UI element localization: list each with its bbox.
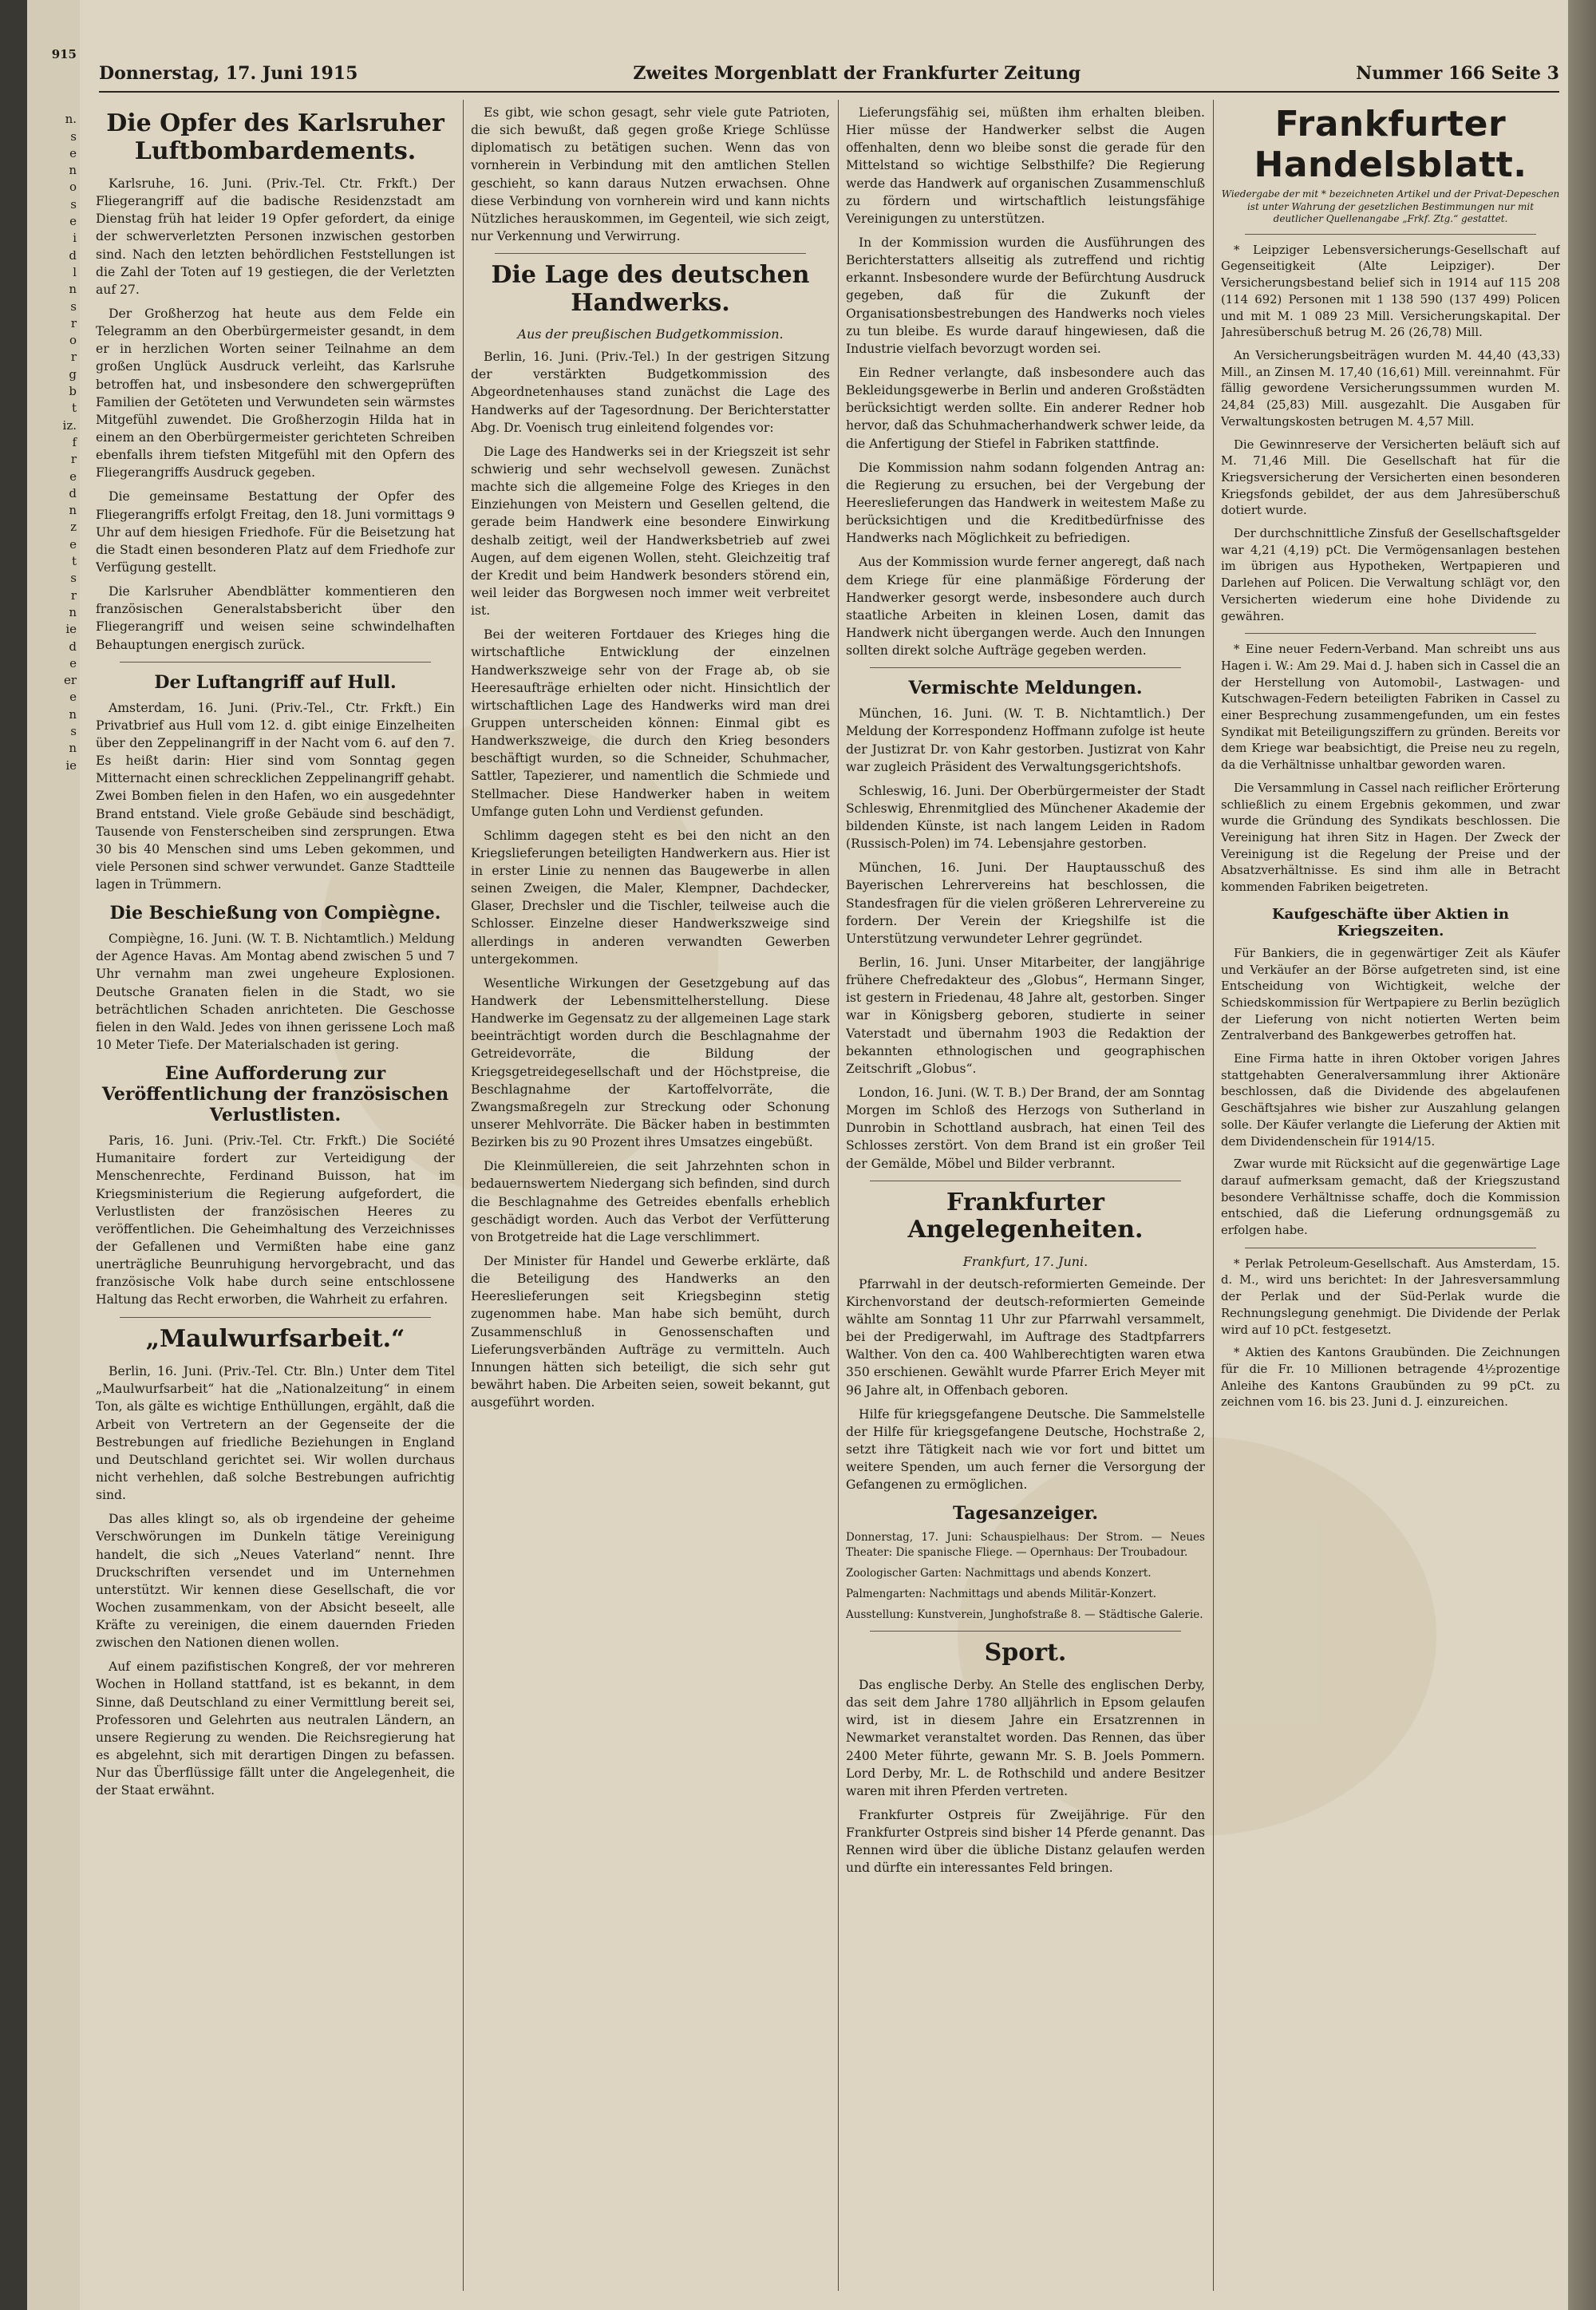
paragraph: Zoologischer Garten: Nachmittags und abends Konzert. [846, 1566, 1152, 1580]
paragraph: Die Karlsruher Abendblätter kommentieren den französischen Generalstabsbericht über den Fliegerangriff und weisen seine schwindelhaften Behauptungen energisch zurück. [96, 584, 455, 652]
headline-hull: Der Luftangriff auf Hull. [154, 671, 397, 693]
paragraph: Das englische Derby. An Stelle des englischen Derby, das seit dem Jahre 1780 alljährlich in Epsom gelaufen wird, ist in diesem Jahre ein Ersatzrennen in Newmarket veranstaltet worden. Das Rennen, das über 2400 Meter führte, gewann Mr. S. B. Joels Pommern. Lord Derby, Mr. L. de Rothschild und andere Besitzer waren mit ihren Pferden vertreten. [846, 1678, 1205, 1798]
article-verlustlisten [96, 1132, 455, 1308]
paragraph: München, 16. Juni. Der Hauptausschuß des Bayerischen Lehrervereins hat beschlossen, die Standesfragen für die vielen größeren Lehrervereine zu fordern. Der Verein der Kriegshilfe ist die Unterstützung verwundeter Lehrer gegründet. [846, 860, 1205, 946]
column-2 [471, 104, 830, 2291]
prev-page-fragment: r [70, 315, 77, 330]
prev-page-fragment: t [71, 401, 77, 416]
column-1 [96, 104, 455, 2291]
article-kaufgeschaefte [1221, 946, 1560, 1240]
masthead-date: Donnerstag, 17. Juni 1915 [99, 63, 358, 84]
article-handwerk [471, 348, 830, 1411]
subheadline-budgetkommission: Aus der preußischen Budgetkommission. [517, 326, 784, 342]
separator [870, 667, 1181, 668]
paragraph: Die Lage des Handwerks sei in der Kriegszeit ist sehr schwierig und sehr wechselvoll gewesen. Zunächst machte sich die allgemeine Folge des Krieges in den Einziehungen von Meistern und Gesellen geltend, die gerade beim Handwerk eine besondere Einwirkung deshalb zeitigt, weil der Handwerksbetrieb auf zwei Augen, auf dem eigenen Wollen, steht. Gleichzeitig traf der Kredit und beim Handwerk besonders störend ein, weil leider das Borgwesen noch immer weit verbreitet ist. [471, 444, 830, 619]
headline-handwerk: Die Lage des deutschen Handwerks. [491, 261, 810, 317]
headline-maulwurfsarbeit: „Maulwurfsarbeit.“ [145, 1324, 405, 1353]
paragraph: Der Minister für Handel und Gewerbe erklärte, daß die Beteiligung des Handwerks an den Heereslieferungen seit Kriegsbeginn stetig zugenommen habe. Man habe sich bemüht, durch Zusammenschluß in Genossenschaften und Lieferungsverbänden Aufträge zu vermitteln. Auch Innungen hätten sich beteiligt, die sich sehr gut bewährt haben. Die Arbeiten seien, soweit bekannt, gut ausgeführt worden. [471, 1254, 830, 1410]
listing-tagesanzeiger [846, 1530, 1205, 1622]
separator [1245, 633, 1536, 634]
paragraph: Die Kommission nahm sodann folgenden Antrag an: die Regierung zu ersuchen, bei der Vergebung der Heereslieferungen das Handwerk in weitestem Maße zu berücksichtigen und die Kreditbedürfnisse des Handwerks nach Möglichkeit zu befriedigen. [846, 460, 1205, 546]
prev-page-fragment: o [69, 180, 77, 195]
separator [495, 253, 806, 254]
paragraph: Ein Redner verlangte, daß insbesondere auch das Bekleidungsgewerbe in Berlin und anderen Großstädten berücksichtigt werden sollte. Ein anderer Redner hob hervor, daß das Schuhmacherhandwerk schwer leide, da die Anfertigung der Stiefel in Fabriken stattfinde. [846, 365, 1205, 451]
article-kommission [846, 234, 1205, 659]
paragraph: Amsterdam, 16. Juni. (Priv.-Tel., Ctr. Frkft.) Ein Privatbrief aus Hull vom 12. d. gibt einige Einzelheiten über den Zeppelinangriff in der Nacht vom 6. auf den 7. Es heißt darin: Hier sind vom Sonntag gegen Mitternacht einen schrecklichen Zeppelinangriff gehabt. Zwei Bomben fielen in den Hafen, wo ein ausgedehnter Brand entstand. Viele große Gebäude sind beschädigt, Tausende von Fensterscheiben sind zersprungen. Etwa 30 bis 40 Menschen sind ums Leben gekommen, und viele Personen sind schwer verwundet. Ganze Stadtteile lagen in Trümmern. [96, 700, 455, 892]
paragraph: Die Gewinnreserve der Versicherten beläuft sich auf M. 71,46 Mill. Die Gesellschaft hat für die Kriegsversicherung der Versicherten einen besonderen Kriegsfonds gebildet, der aus dem Jahresüberschuß dotiert wurde. [1221, 437, 1560, 518]
paragraph: * Leipziger Lebensversicherungs-Gesellschaft auf Gegenseitigkeit (Alte Leipziger). Der Versicherungsbestand belief sich in 1914 auf 115 208 (114 692) Personen mit 1 138 590 (137 499) Policen und mit M. 1 089 23 Mill. Versicherungskapital. Der Jahresüberschuß betrug M. 26 (26,78) Mill. [1221, 243, 1560, 340]
paragraph: Wesentliche Wirkungen der Gesetzgebung auf das Handwerk der Lebensmittelherstellung. Diese Handwerke im Gegensatz zu der allgemeinen Lage stark beeinträchtigt worden durch die Beschlagnahme der Getreidevorräte, die Bildung der Kriegsgetreidegesellschaft und der Höchstpreise, die Beschlagnahme der Kartoffelvorräte, die Zwangsmaßregeln zur Streckung oder Schonung unserer Mehlvorräte. Die Bäcker haben in bestimmten Bezirken bis zu 90 Prozent ihres Umsatzes eingebüßt. [471, 975, 830, 1150]
prev-page-fragment: g [69, 366, 77, 382]
masthead-center: Zweites Morgenblatt der Frankfurter Zeitung [633, 63, 1081, 84]
article-intro [471, 104, 830, 245]
paragraph: Der durchschnittliche Zinsfuß der Gesellschaftsgelder war 4,21 (4,19) pCt. Die Vermögensanlagen bestehen im übrigen aus Hypotheken, Wertpapieren und Darlehen auf Policen. Die Verwaltung schlägt vor, den Versicherten wiederum eine hohe Dividende zu gewähren. [1221, 527, 1560, 623]
paragraph: Der Großherzog hat heute aus dem Felde ein Telegramm an den Oberbürgermeister gesandt, in dem er in herzlichen Worten seiner Teilnahme an dem großen Unglück Ausdruck verleiht, das Karlsruhe betroffen hat, und insbesondere den schwergeprüften Familien der Getöteten und Verwundeten sein wärmstes Mitgefühl zuwendet. Die Großherzogin Hilda hat in einem an den Oberbürgermeister gerichteten Schreiben ebenfalls ihrem tiefsten Mitgefühl mit den Opfern des Fliegerangriffs Ausdruck gegeben. [96, 306, 455, 481]
binding-gutter [0, 0, 27, 2310]
article-hull [96, 699, 455, 894]
paragraph: Compiègne, 16. Juni. (W. T. B. Nichtamtlich.) Meldung der Agence Havas. Am Montag abend zwischen 5 und 7 Uhr vernahm man zwei ungeheure Explosionen. Deutsche Granaten fielen in die Stadt, wo sie beträchtlichen Schaden anrichteten. Die Geschosse fielen in den Wald. Jedes von ihnen gerissene Loch maß 10 Meter Tiefe. Der Materialschaden ist gering. [96, 932, 455, 1053]
paragraph: * Eine neuer Federn-Verband. Man schreibt uns aus Hagen i. W.: Am 29. Mai d. J. haben sich in Cassel die an der Herstellung von Automobil-, Lastwagen- und Kutschwagen-Federn beteiligten Fabriken in Cassel zu einer Besprechung zusammengefunden, um ein festes Syndikat mit Beteiligungsziffern zu gründen. Bereits vor dem Kriege war beabsichtigt, die Preise neu zu regeln, da die Verhältnisse unhaltbar geworden waren. [1221, 643, 1560, 773]
article-compiegne [96, 930, 455, 1054]
newspaper-page [80, 0, 1568, 2310]
prev-page-number: 915 [51, 47, 77, 61]
prev-page-fragment: d [69, 485, 77, 500]
paragraph: Karlsruhe, 16. Juni. (Priv.-Tel. Ctr. Frkft.) Der Fliegerangriff auf die badische Residenzstadt am Dienstag früh hat leider 19 Opfer gefordert, da einige der schwerverletzten Personen inzwischen gestorben sind. Nach den letzten behördlichen Feststellungen ist die Zahl der Toten auf 19 gestiegen, die der Verletzten auf 27. [96, 176, 455, 297]
prev-page-fragment: n [69, 503, 77, 518]
prev-page-fragment: ie [65, 622, 77, 637]
prev-page-fragment: l [73, 264, 77, 279]
headline-compiegne: Die Beschießung von Compiègne. [109, 903, 441, 924]
masthead-page: Nummer 166 Seite 3 [1356, 63, 1559, 84]
headline-verlustlisten: Eine Aufforderung zur Veröffentlichung der französischen Verlustlisten. [101, 1063, 449, 1126]
prev-page-fragment: s [70, 196, 77, 212]
separator [120, 662, 431, 663]
prev-page-fragment: e [69, 214, 77, 229]
paragraph: München, 16. Juni. (W. T. B. Nichtamtlich.) Der Meldung der Korrespondenz Hoffmann zufolge ist heute der Justizrat Dr. von Kahr gestorben. Justizrat von Kahr war zugleich Präsident des Verwaltungsgerichtshofs. [846, 706, 1205, 774]
prev-page-fragment: i [73, 231, 77, 246]
article-leipziger [1221, 243, 1560, 625]
prev-page-fragment: n [69, 604, 77, 619]
paragraph: Auf einem pazifistischen Kongreß, der vor mehreren Wochen in Holland stattfand, ist es bekannt, in dem Sinne, daß Deutschland zu einer Vermittlung bereit sei, Professoren und Gelehrten aus neutralen Ländern, an unsere Regierung zu wenden. Die Reichsregierung hat es abgelehnt, sich mit derartigen Dingen zu befassen. Nur das Überflüssige fällt unter die Angelegenheit, die der Staat erwähnt. [96, 1659, 455, 1798]
prev-page-fragment: n [69, 741, 77, 756]
page-edge [1568, 0, 1596, 2310]
prev-page-fragment: e [69, 690, 77, 705]
column-rule [463, 100, 464, 2291]
headline-kaufgeschaefte: Kaufgeschäfte über Aktien in Kriegszeiten. [1272, 905, 1509, 939]
prev-page-fragment: d [69, 247, 77, 263]
column-3 [846, 104, 1205, 2291]
prev-page-fragment: ie [65, 757, 77, 773]
paragraph: Schleswig, 16. Juni. Der Oberbürgermeister der Stadt Schleswig, Ehrenmitglied des Münchener Akademie der bildenden Künste, ist nach langem Leiden in Radom (Russisch-Polen) im 74. Lebensjahre gestorben. [846, 783, 1205, 852]
section-title-handelsblatt: Frankfurter Handelsblatt. [1254, 104, 1527, 185]
paragraph: Für Bankiers, die in gegenwärtiger Zeit als Käufer und Verkäufer an der Börse aufgetreten sind, ist eine Entscheidung von Wichtigkeit, welche der Schiedskommission für Wertpapiere zu Berlin bezüglich der Lieferung von nicht notierten Werten beim Zentralverband des Bankgewerbes getroffen hat. [1221, 946, 1560, 1043]
paragraph: * Perlak Petroleum-Gesellschaft. Aus Amsterdam, 15. d. M., wird uns berichtet: In der Jahresversammlung der Perlak und der Süd-Perlak wurde die Rechnungslegung genehmigt. Die Dividende der Perlak wird auf 10 pCt. festgesetzt. [1221, 1256, 1560, 1337]
paragraph: Schlimm dagegen steht es bei den nicht an den Kriegslieferungen beteiligten Handwerkern aus. Hier ist in erster Linie zu nennen das Baugewerbe in allen seinen Zweigen, die Maler, Klempner, Dachdecker, Glaser, Drechsler und die Tischler, teilweise auch die Schlosser. Einzelne dieser Handwerkszweige sind allerdings in anderen verwandten Gewerben untergekommen. [471, 828, 830, 967]
prev-page-fragment: r [70, 452, 77, 467]
article-vermischte [846, 705, 1205, 1173]
masthead [99, 56, 1559, 93]
section-note: Wiedergabe der mit * bezeichneten Artikel und der Privat-Depeschen ist unter Wahrung der gesetzlichen Bestimmungen nur mit deutlicher Quellenangabe „Frkf. Ztg.“ gestattet. [1221, 188, 1560, 225]
headline-tagesanzeiger: Tagesanzeiger. [953, 1503, 1098, 1525]
article-frankfurter [846, 1276, 1205, 1494]
prev-page-fragment: f [72, 434, 77, 449]
prev-page-fragment: e [69, 536, 77, 552]
prev-page-fragment: s [70, 571, 77, 586]
paragraph: Aus der Kommission wurde ferner angeregt, daß nach dem Kriege für eine planmäßige Förderung der Handwerker gesorgt werde, insbesondere auch durch staatliche Arbeiten in kleinen Losen, damit das Handwerk nicht übergangen werde. Auch den Innungen sollten direkt solche Aufträge gegeben werden. [846, 555, 1205, 659]
paragraph: Paris, 16. Juni. (Priv.-Tel. Ctr. Frkft.) Die Société Humanitaire fordert zur Verteidigung der Menschenrechte, Ferdinand Buisson, hat im Kriegsministerium die Regierung aufgefordert, die Verlustlisten der französischen Heeres zu veröffentlichen. Die Geheimhaltung des Verzeichnisses der Gefallenen und Vermißten habe eine ganz unerträgliche Beunruhigung hervorgebracht, und das französische Volk habe durch seine entschlossene Haltung das Recht erworben, die Wahrheit zu erfahren. [96, 1133, 455, 1307]
prev-page-fragment: n [69, 282, 77, 297]
paragraph: London, 16. Juni. (W. T. B.) Der Brand, der am Sonntag Morgen im Schloß des Herzogs von Sutherland in Dunrobin in Schottland ausbrach, hat einen Teil des Schlosses zerstört. Von dem Brand ist ein großer Teil der Gemälde, Möbel und Bilder verbrannt. [846, 1086, 1205, 1171]
article-maulwurfsarbeit [96, 1363, 455, 1799]
paragraph: Ausstellung: Kunstverein, Junghofstraße 8. — Städtische Galerie. [846, 1608, 1203, 1622]
paragraph: Es gibt, wie schon gesagt, sehr viele gute Patrioten, die sich bewußt, daß gegen große Kriege Schlüsse diplomatisch zu betätigen suchen. Wenn das von vornherein in Verbindung mit den amtlichen Stellen geschieht, so kann daraus Nutzen erwachsen. Ohne diese Verbindung von vornherein wird und kann nichts Nützliches herauskommen, im Gegenteil, wie sich zeigt, nur Verkennung und Verwirrung. [471, 105, 830, 243]
paragraph: Die gemeinsame Bestattung der Opfer des Fliegerangriffs erfolgt Freitag, den 18. Juni vormittags 9 Uhr auf dem hiesigen Friedhofe. Für die Beisetzung hat die Stadt einen besonderen Platz auf dem Friedhofe zur Verfügung gestellt. [96, 489, 455, 575]
prev-page-fragment: s [70, 129, 77, 144]
article-continuation [846, 104, 1205, 227]
separator [120, 1317, 431, 1318]
article-federn [1221, 642, 1560, 896]
prev-page-fragment: n [69, 706, 77, 722]
prev-page-fragment: t [71, 554, 77, 569]
paragraph: Bei der weiteren Fortdauer des Krieges hing die wirtschaftliche Entwicklung der einzelnen Handwerkszweige sehr von der Frage ab, ob sie Heeresaufträge erhielten oder nicht. Hinsichtlich der wirtschaftlichen Lage des Handwerks wird man drei Gruppen unterscheiden können: Einmal gibt es Handwerkszweige, die durch den Krieg besonders beschäftigt wurden, so die Schneider, Schuhmacher, Sattler, Tapezierer, und namentlich die Schmiede und Stellmacher. Diese Handwerker haben in weitem Umfange guten Lohn und Verdienst gefunden. [471, 627, 830, 819]
separator [1245, 234, 1536, 235]
previous-page-edge [27, 0, 80, 2310]
paragraph: Lieferungsfähig sei, müßten ihm erhalten bleiben. Hier müsse der Handwerker selbst die Augen offenhalten, denn wo bleibe sonst die gerade für den Mittelstand so wichtige Selbsthilfe? Die Regierung werde das Handwerk auf organischen Zusammenschluß zu fördern und wirtschaftlich leistungsfähige Vereinigungen zu unterstützen. [846, 105, 1205, 226]
column-rule [838, 100, 839, 2291]
paragraph: Zwar wurde mit Rücksicht auf die gegenwärtige Lage darauf aufmerksam gemacht, daß der Kriegszustand besondere Verhältnisse schaffe, doch die Kommission entschied, daß die Lieferung ordnungsgemäß zu erfolgen habe. [1221, 1157, 1560, 1238]
paragraph: Berlin, 16. Juni. (Priv.-Tel. Ctr. Bln.) Unter dem Titel „Maulwurfsarbeit“ hat die „Nationalzeitung“ in einem Ton, als gälte es wichtige Enthüllungen, ergählt, daß die Arbeit von Vertretern an der Gegenseite der die Bestrebungen auf friedliche Beziehungen in England und Deutschland gerichtet sei. Wir wollen durchaus nicht verhehlen, daß solche Bestrebungen aufrichtig sind. [96, 1364, 455, 1503]
article-karlsruhe [96, 175, 455, 654]
paragraph: Palmengarten: Nachmittags und abends Militär-Konzert. [846, 1588, 1157, 1601]
headline-frankfurter: Frankfurter Angelegenheiten. [907, 1188, 1144, 1244]
article-perlak [1221, 1256, 1560, 1411]
paragraph: * Aktien des Kantons Graubünden. Die Zeichnungen für die Fr. 10 Millionen betragende 4½prozentige Anleihe des Kantons Graubünden zu 99 pCt. zu zeichnen vom 16. bis 23. Juni d. J. einzureichen. [1221, 1346, 1560, 1410]
paragraph: Das alles klingt so, als ob irgendeine der geheime Verschwörungen im Dunkeln tätige Vereinigung handelt, die sich „Neues Vaterland“ nennt. Ihre Druckschriften versendet und im Unternehmen unterstützt. Wir kennen diese Gesellschaft, die vor Wochen zusammenkam, von der Absicht beseelt, alle Kräfte zu vereinigen, die einem dauernden Frieden zwischen den Nationen dienen wollen. [96, 1512, 455, 1651]
article-sport [846, 1676, 1205, 1877]
prev-page-fragment: n [69, 163, 77, 178]
paragraph: Die Kleinmüllereien, die seit Jahrzehnten schon in bedauernswertem Niedergang sich befinden, sind durch die Beschlagnahme des Getreides ebenfalls erheblich geschädigt worden. Auch das Verbot der Verfütterung von Brotgetreide hat die Lage verschlimmert. [471, 1159, 830, 1244]
prev-page-fragment: e [69, 469, 77, 484]
paragraph: Pfarrwahl in der deutsch-reformierten Gemeinde. Der Kirchenvorstand der deutsch-reformierten Gemeinde wählte am Sonntag 11 Uhr zur Pfarrwahl versammelt, bei der Predigerwahl, im Auftrage des Stadtpfarrers Walther. Von den ca. 400 Wahlberechtigten waren etwa 350 erschienen. Gewählt wurde Pfarrer Erich Meyer mit 96 Jahre alt, in Offenbach geboren. [846, 1276, 1205, 1398]
prev-page-fragment: b [69, 384, 77, 399]
paragraph: Hilfe für kriegsgefangene Deutsche. Die Sammelstelle der Hilfe für kriegsgefangene Deutsche, Hochstraße 2, setzt ihre Tätigkeit nach wie vor fort und bittet um weitere Spenden, um auch ferner die Versorgung der Gefangenen zu ermöglichen. [846, 1406, 1205, 1493]
paragraph: Donnerstag, 17. Juni: Schauspielhaus: Der Strom. — Neues Theater: Die spanische Fliege. — Opernhaus: Der Troubadour. [846, 1531, 1205, 1559]
headline-karlsruhe: Die Opfer des Karlsruher Luftbombardements. [106, 109, 444, 165]
column-rule [1213, 100, 1214, 2291]
headline-sport: Sport. [984, 1638, 1067, 1667]
paragraph: In der Kommission wurden die Ausführungen des Berichterstatters allseitig als zutreffend und richtig erkannt. Insbesondere wurde der Befürchtung Ausdruck gegeben, daß für die Zukunft der Organisationsbestrebungen des Handwerks noch vieles zu tun bleibe. Es wurde darauf hingewiesen, daß die Industrie vielfach bevorzugt worden sei. [846, 235, 1205, 356]
prev-page-fragment: d [69, 639, 77, 654]
paragraph: Frankfurter Ostpreis für Zweijährige. Für den Frankfurter Ostpreis sind bisher 14 Pferde genannt. Das Rennen wird über die übliche Distanz gelaufen werden und dürfte ein interessantes Feld bringen. [846, 1808, 1205, 1876]
prev-page-fragment: s [70, 299, 77, 314]
prev-page-fragment: r [70, 350, 77, 365]
headline-vermischte: Vermischte Meldungen. [908, 678, 1143, 699]
separator [870, 1631, 1181, 1632]
prev-page-fragment: e [69, 145, 77, 160]
paragraph: Eine Firma hatte in ihren Oktober vorigen Jahres stattgehabten Generalversammlung ihrer Aktionäre beschlossen, daß die Dividende des abgelaufenen Geschäftsjahres wie bisher zur Auszahlung gelangen solle. Der Käufer verlangte die Lieferung der Aktien mit dem Dividendenschein für 1914/15. [1221, 1052, 1560, 1149]
prev-page-fragment: o [69, 333, 77, 348]
prev-page-fragment: e [69, 655, 77, 670]
paragraph: An Versicherungsbeiträgen wurden M. 44,40 (43,33) Mill., an Zinsen M. 17,40 (16,61) Mill. vereinnahmt. Für fällig gewordene Versicherungssummen wurden M. 24,84 (25,83) Mill. ausgezahlt. Die Ausgaben für Verwaltungskosten betrugen M. 4,57 Mill. [1221, 349, 1560, 429]
prev-page-fragment: er [63, 673, 77, 688]
prev-page-fragment: s [70, 723, 77, 738]
paragraph: Berlin, 16. Juni. Unser Mitarbeiter, der langjährige frühere Chefredakteur des „Globus“, Hermann Singer, ist gestern in Friedenau, 48 Jahre alt, gestorben. Singer war in Königsberg geboren, studierte in seiner Vaterstadt und übernahm 1903 die Redaktion der bekannten ethnologischen und geographischen Zeitschrift „Globus“. [846, 955, 1205, 1076]
prev-page-fragments [27, 63, 80, 774]
column-4 [1221, 104, 1560, 2291]
paragraph: Die Versammlung in Cassel nach reiflicher Erörterung schließlich zu einem Ergebnis gekommen, und zwar wurde die Gründung des Syndikats beschlossen. Die Vereinigung hat ihren Sitz in Hagen. Der Zweck der Vereinigung ist die Regelung der Preise und der Absatzverhältnisse. Es sind ihm alle in Betracht kommenden Fabriken beigetreten. [1221, 781, 1560, 895]
dateline-frankfurt: Frankfurt, 17. Juni. [962, 1253, 1088, 1269]
prev-page-fragment: z [70, 520, 77, 535]
paragraph: Berlin, 16. Juni. (Priv.-Tel.) In der gestrigen Sitzung der verstärkten Budgetkommission des Abgeordnetenhauses stand zunächst die Lage des Handwerks auf der Tagesordnung. Der Berichterstatter Abg. Dr. Voenisch trug einleitend folgendes vor: [471, 350, 830, 435]
prev-page-fragment: n. [65, 112, 77, 127]
prev-page-fragment: r [70, 587, 77, 603]
prev-page-fragment: iz. [62, 417, 77, 433]
